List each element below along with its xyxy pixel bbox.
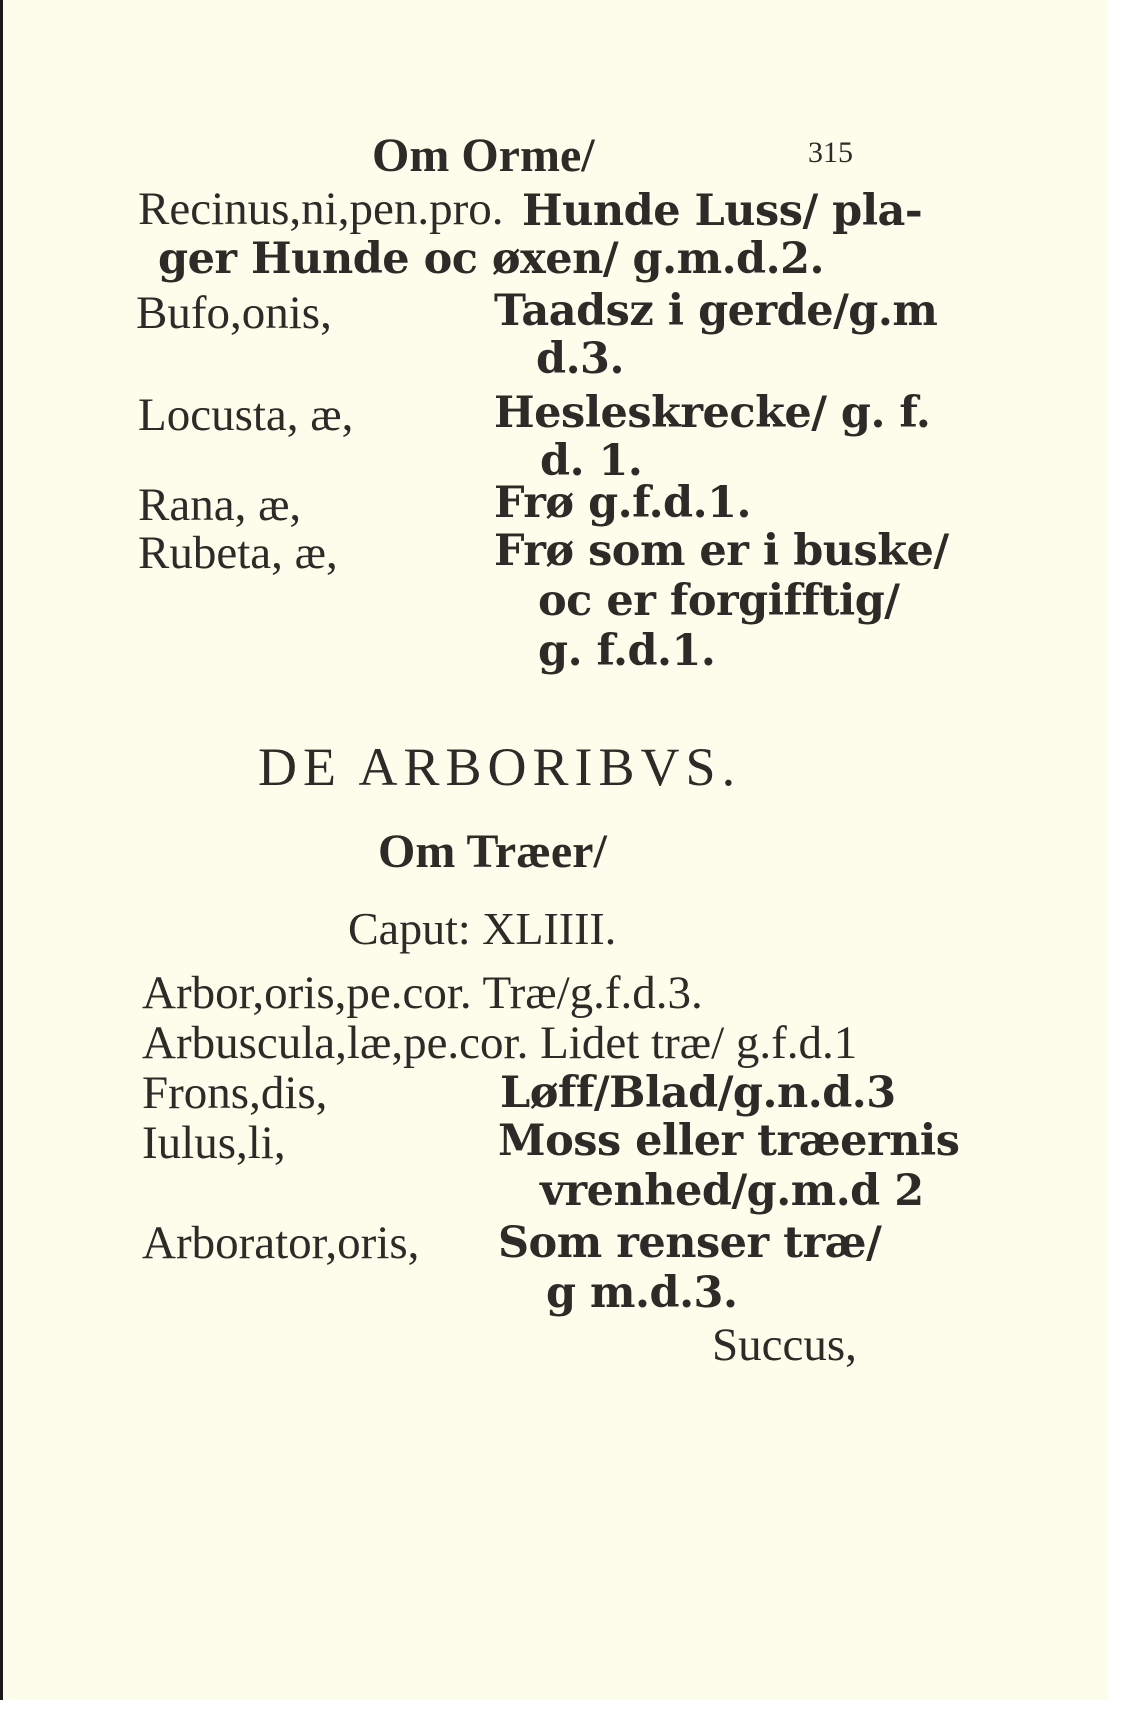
running-head: Om Orme/	[372, 129, 595, 182]
entry-danish-continued: d. 1.	[540, 436, 643, 486]
entry-latin: Bufo,onis,	[136, 287, 332, 339]
entry-danish: Frø som er i buske/	[494, 526, 949, 576]
entry-full-line: Arbor,oris,pe.cor. Træ/g.f.d.3.	[142, 967, 703, 1019]
entry-latin: Locusta, æ,	[138, 389, 354, 441]
entry-latin: Rana, æ,	[138, 479, 302, 531]
entry-danish-continued: ger Hunde oc øxen/ g.m.d.2.	[158, 234, 824, 284]
catchword: Succus,	[712, 1319, 857, 1371]
entry-danish-continued: g m.d.3.	[546, 1268, 738, 1318]
section-title: DE ARBORIBVS.	[258, 737, 742, 797]
entry-danish: Som renser træ/	[498, 1218, 882, 1268]
entry-danish-continued: g. f.d.1.	[538, 626, 716, 676]
entry-latin: Arborator,oris,	[142, 1217, 420, 1269]
entry-danish-continued: d.3.	[536, 334, 624, 384]
entry-danish-continued: vrenhed/g.m.d 2	[540, 1166, 924, 1216]
entry-danish-continued: oc er forgifftig/	[538, 576, 900, 626]
entry-danish: Moss eller træernis	[498, 1116, 960, 1166]
entry-latin: Iulus,li,	[142, 1117, 286, 1169]
entry-latin: Recinus,ni,pen.pro.	[138, 183, 504, 235]
entry-danish: Frø g.f.d.1.	[494, 478, 751, 528]
chapter-number: Caput: XLIIII.	[348, 903, 617, 954]
entry-danish: Hunde Luss/ pla-	[522, 186, 923, 236]
page-edge-shadow	[0, 0, 3, 1700]
section-subtitle: Om Træer/	[378, 825, 607, 878]
page-margin-bottom	[0, 1700, 1128, 1718]
entry-full-line: Arbuscula,læ,pe.cor. Lidet træ/ g.f.d.1	[142, 1017, 858, 1069]
entry-danish: Taadsz i gerde/g.m	[494, 286, 938, 336]
entry-danish: Hesleskrecke/ g. f.	[494, 388, 931, 438]
entry-latin: Frons,dis,	[142, 1067, 328, 1119]
entry-danish: Løff/Blad/g.n.d.3	[500, 1068, 896, 1118]
entry-latin: Rubeta, æ,	[138, 527, 338, 579]
page-number: 315	[808, 136, 853, 169]
